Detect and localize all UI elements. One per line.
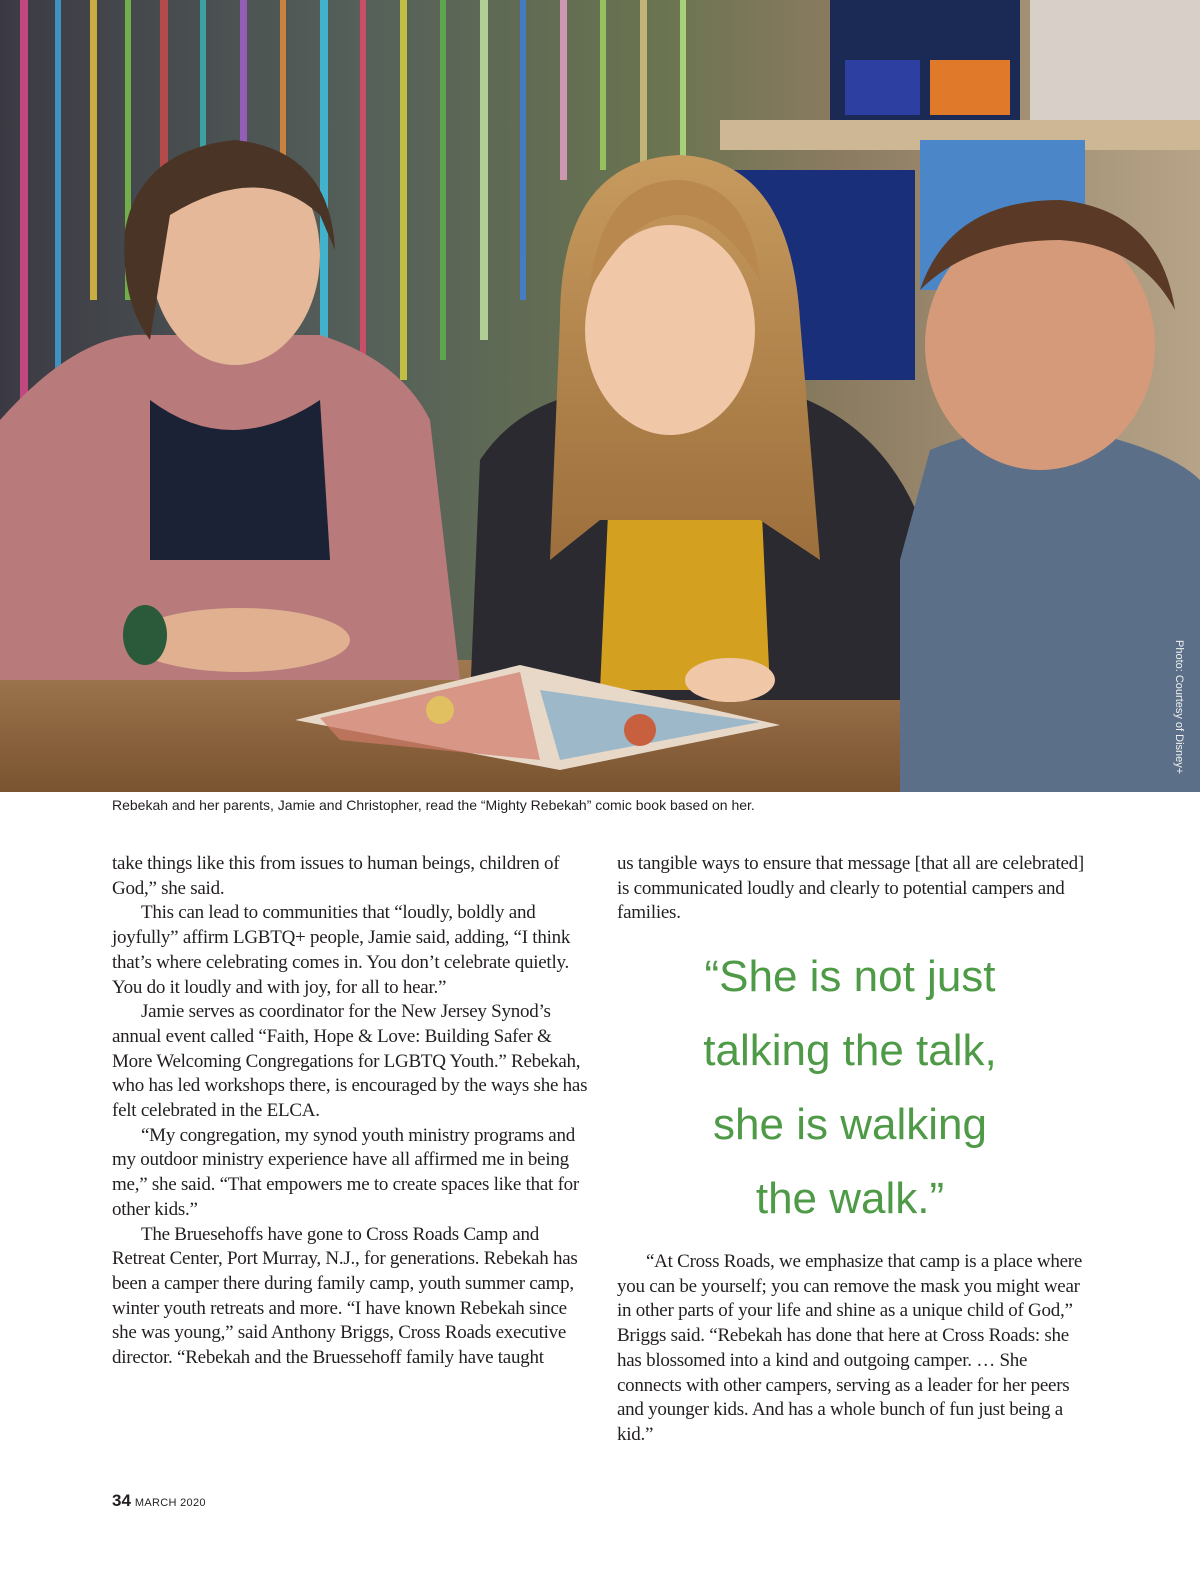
photo-caption: Rebekah and her parents, Jamie and Christopher, read the “Mighty Rebekah” comic book based on her.: [112, 797, 755, 813]
paragraph: us tangible ways to ensure that message [that all are celebrated] is communicated loudly and clearly to potential campers and families.: [617, 853, 1084, 924]
pull-quote-line: the walk.”: [755, 1174, 945, 1223]
paragraph: The Bruesehoffs have gone to Cross Roads Camp and Retreat Center, Port Murray, N.J., for generations. Rebekah has been a camper there during family camp, youth summer camp, winter youth retreats and more. “I have known Rebekah since she was young,” said Anthony Briggs, Cross Roads executive director. “Rebekah and the Bruessehoff family have taught: [112, 1223, 578, 1369]
pull-quote-line: “She is not just: [704, 952, 996, 1001]
pull-quote-line: she is walking: [713, 1100, 987, 1149]
issue-date: MARCH 2020: [134, 1497, 206, 1509]
article-column-left: [112, 852, 594, 1371]
paragraph: “My congregation, my synod youth ministry programs and my outdoor ministry experience have all affirmed me in being me,” she said. “That empowers me to create spaces like that for other kids.”: [112, 1124, 579, 1220]
paragraph: Jamie serves as coordinator for the New Jersey Synod’s annual event called “Faith, Hope & Love: Building Safer & More Welcoming Congregations for LGBTQ Youth.” Rebekah, who has led workshops there, is encouraged by the ways she has felt celebrated in the ELCA.: [112, 1001, 588, 1122]
pull-quote: [617, 940, 1083, 1236]
paragraph: This can lead to communities that “loudly, boldly and joyfully” affirm LGBTQ+ people, Jamie said, adding, “I think that’s where celebrating comes in. You don’t celebrate quietly. You do it loudly and with joy, for all to hear.”: [112, 902, 571, 998]
page-footer: [112, 1491, 206, 1511]
article-column-right: [617, 852, 1099, 926]
pull-quote-line: talking the talk,: [703, 1026, 997, 1075]
article-column-right-continued: [617, 1250, 1087, 1448]
photo-credit: Photo: Courtesy of Disney+: [1173, 640, 1185, 775]
paragraph: “At Cross Roads, we emphasize that camp is a place where you can be yourself; you can remove the mask you might wear in other parts of your life and shine as a unique child of God,” Briggs said. “Rebekah has done that here at Cross Roads: she has blossomed into a kind and outgoing camper. … She connects with other campers, serving as a leader for her peers and younger kids. And has a whole bunch of fun just being a kid.”: [617, 1251, 1083, 1445]
page-number: 34: [112, 1491, 131, 1510]
paragraph: take things like this from issues to human beings, children of God,” she said.: [112, 853, 560, 899]
